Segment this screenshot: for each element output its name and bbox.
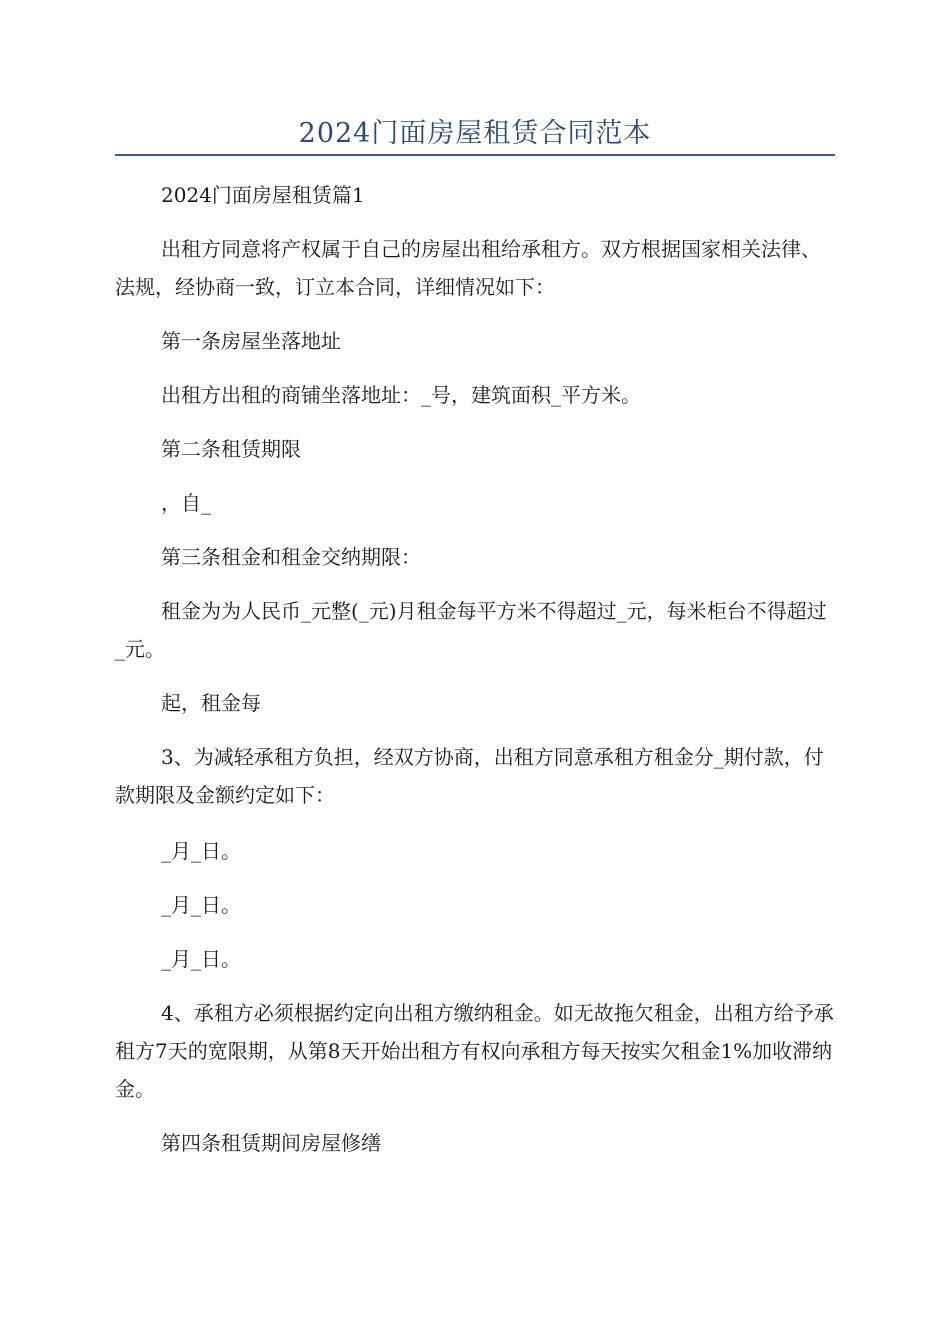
body-paragraph: 租金为为人民币_元整(_元)月租金每平方米不得超过_元，每米柜台不得超过_元。 xyxy=(115,599,827,661)
body-paragraph: 起，租金每 xyxy=(161,691,261,715)
body-paragraph: 3、为减轻承租方负担，经双方协商，出租方同意承租方租金分_期付款，付款期限及金额约定如下： xyxy=(115,745,824,807)
body-paragraph: 出租方同意将产权属于自己的房屋出租给承租方。双方根据国家相关法律、法规，经协商一致，订立本合同，详细情况如下： xyxy=(115,237,821,299)
body-paragraph: _月_日。 xyxy=(161,947,241,971)
body-paragraph: ，自_ xyxy=(161,491,211,515)
body-paragraph: _月_日。 xyxy=(161,893,241,917)
title-underline xyxy=(115,154,835,156)
body-paragraph: 4、承租方必须根据约定向出租方缴纳租金。如无故拖欠租金，出租方给予承租方7天的宽限期，从第8天开始出租方有权向承租方每天按实欠租金1%加收滞纳金。 xyxy=(115,1001,834,1101)
section-heading: 2024门面房屋租赁篇1 xyxy=(161,183,365,207)
article-heading: 第三条租金和租金交纳期限： xyxy=(161,545,421,569)
body-paragraph: _月_日。 xyxy=(161,839,241,863)
document-title: 2024门面房屋租赁合同范本 xyxy=(298,118,652,149)
article-heading: 第一条房屋坐落地址 xyxy=(161,329,341,353)
article-heading: 第二条租赁期限 xyxy=(161,437,301,461)
article-heading: 第四条租赁期间房屋修缮 xyxy=(161,1131,381,1155)
body-paragraph: 出租方出租的商铺坐落地址：_号，建筑面积_平方米。 xyxy=(161,383,641,407)
